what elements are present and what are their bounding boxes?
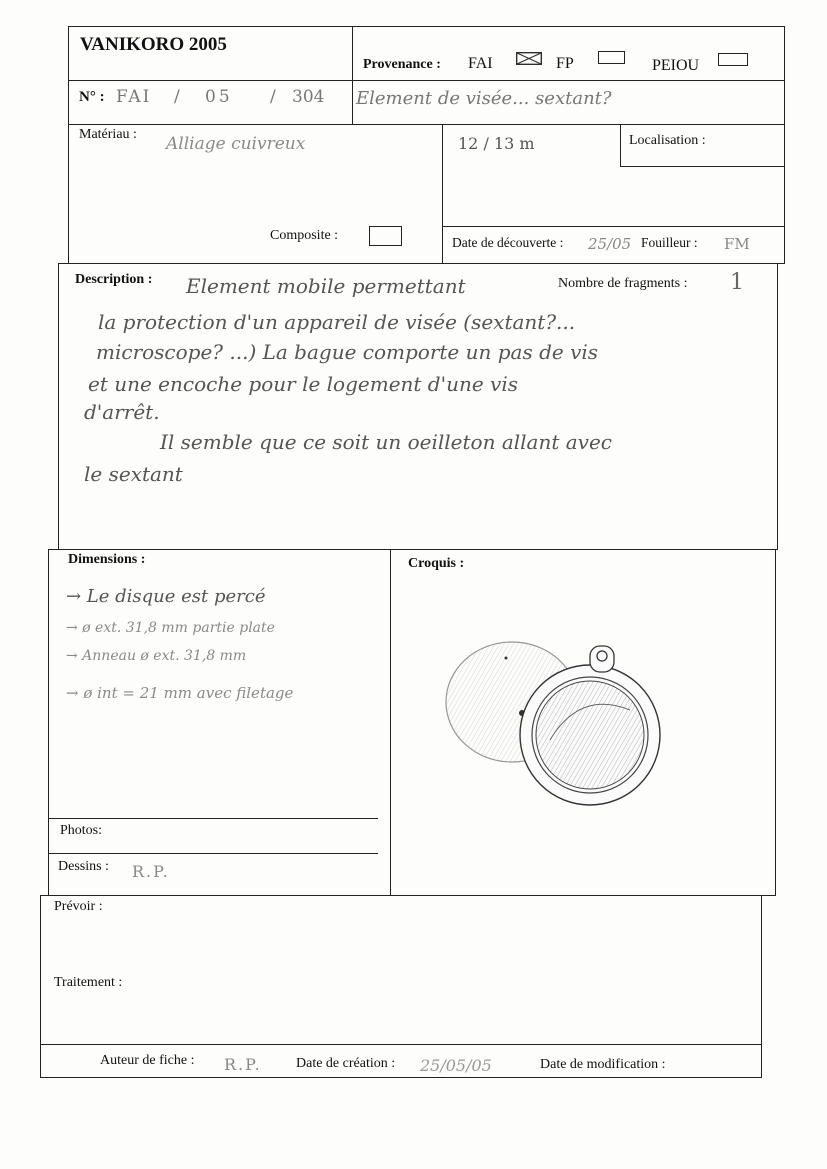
provenance-option-peiou-label: PEIOU bbox=[652, 57, 700, 74]
fouilleur-label: Fouilleur : bbox=[641, 235, 698, 250]
depth-value: 12 / 13 m bbox=[458, 134, 535, 153]
numero-sep1: / bbox=[174, 87, 180, 107]
bottom-frame bbox=[40, 895, 762, 1078]
localisation-label: Localisation : bbox=[629, 133, 706, 148]
auteur-value: R.P. bbox=[224, 1055, 262, 1074]
date-decouverte-label: Date de découverte : bbox=[452, 235, 564, 250]
description-line-5: d'arrêt. bbox=[84, 400, 160, 424]
numero-part2: 05 bbox=[205, 87, 233, 107]
form-title: VANIKORO 2005 bbox=[80, 34, 227, 55]
prevoir-label: Prévoir : bbox=[54, 899, 103, 914]
description-label: Description : bbox=[75, 272, 153, 287]
provenance-peiou-checkbox[interactable] bbox=[718, 53, 748, 66]
croquis-label: Croquis : bbox=[408, 556, 465, 571]
numero-part3: 304 bbox=[292, 87, 325, 107]
numero-sep2: / bbox=[270, 87, 276, 107]
designation-value: Element de visée... sextant? bbox=[356, 88, 612, 109]
nombre-fragments-value: 1 bbox=[730, 270, 744, 295]
materiau-value: Alliage cuivreux bbox=[166, 134, 306, 154]
provenance-option-fai-label: FAI bbox=[468, 55, 493, 72]
checked-box-icon bbox=[516, 52, 542, 65]
description-line-6: Il semble que ce soit un oeilleton allant avec bbox=[160, 430, 612, 454]
auteur-label: Auteur de fiche : bbox=[100, 1053, 195, 1068]
dessins-label: Dessins : bbox=[58, 859, 109, 874]
date-creation-label: Date de création : bbox=[296, 1056, 396, 1071]
date-creation-value: 25/05/05 bbox=[420, 1056, 492, 1075]
description-line-1: Element mobile permettant bbox=[186, 274, 466, 298]
fouilleur-value: FM bbox=[724, 235, 750, 253]
provenance-option-fp-label: FP bbox=[556, 55, 574, 72]
provenance-label: Provenance : bbox=[363, 57, 441, 72]
materiau-label: Matériau : bbox=[79, 127, 137, 142]
dimensions-line-2: → ø ext. 31,8 mm partie plate bbox=[66, 620, 275, 636]
sketch-drawing bbox=[430, 620, 710, 840]
dimensions-line-3: → Anneau ø ext. 31,8 mm bbox=[66, 648, 247, 664]
dimensions-label: Dimensions : bbox=[68, 552, 146, 567]
date-decouverte-value: 25/05 bbox=[588, 235, 632, 253]
composite-label: Composite : bbox=[270, 228, 339, 243]
description-frame bbox=[58, 263, 778, 550]
provenance-fai-checkbox[interactable] bbox=[516, 52, 542, 65]
provenance-fp-checkbox[interactable] bbox=[598, 51, 625, 64]
dessins-value: R.P. bbox=[132, 862, 170, 881]
dimensions-line-4: → ø int = 21 mm avec filetage bbox=[66, 684, 294, 702]
photos-label: Photos: bbox=[60, 823, 103, 838]
description-line-7: le sextant bbox=[84, 462, 183, 486]
traitement-label: Traitement : bbox=[54, 975, 123, 990]
numero-part1: FAI bbox=[116, 87, 152, 107]
description-line-2: la protection d'un appareil de visée (sextant?... bbox=[98, 310, 576, 334]
date-modification-label: Date de modification : bbox=[540, 1057, 666, 1072]
composite-checkbox[interactable] bbox=[369, 226, 402, 246]
nombre-fragments-label: Nombre de fragments : bbox=[558, 276, 688, 291]
description-line-4: et une encoche pour le logement d'une vis bbox=[88, 372, 519, 396]
numero-label: N° : bbox=[79, 89, 105, 105]
description-line-3: microscope? ...) La bague comporte un pas de vis bbox=[96, 340, 599, 364]
dimensions-line-1: → Le disque est percé bbox=[66, 586, 266, 607]
